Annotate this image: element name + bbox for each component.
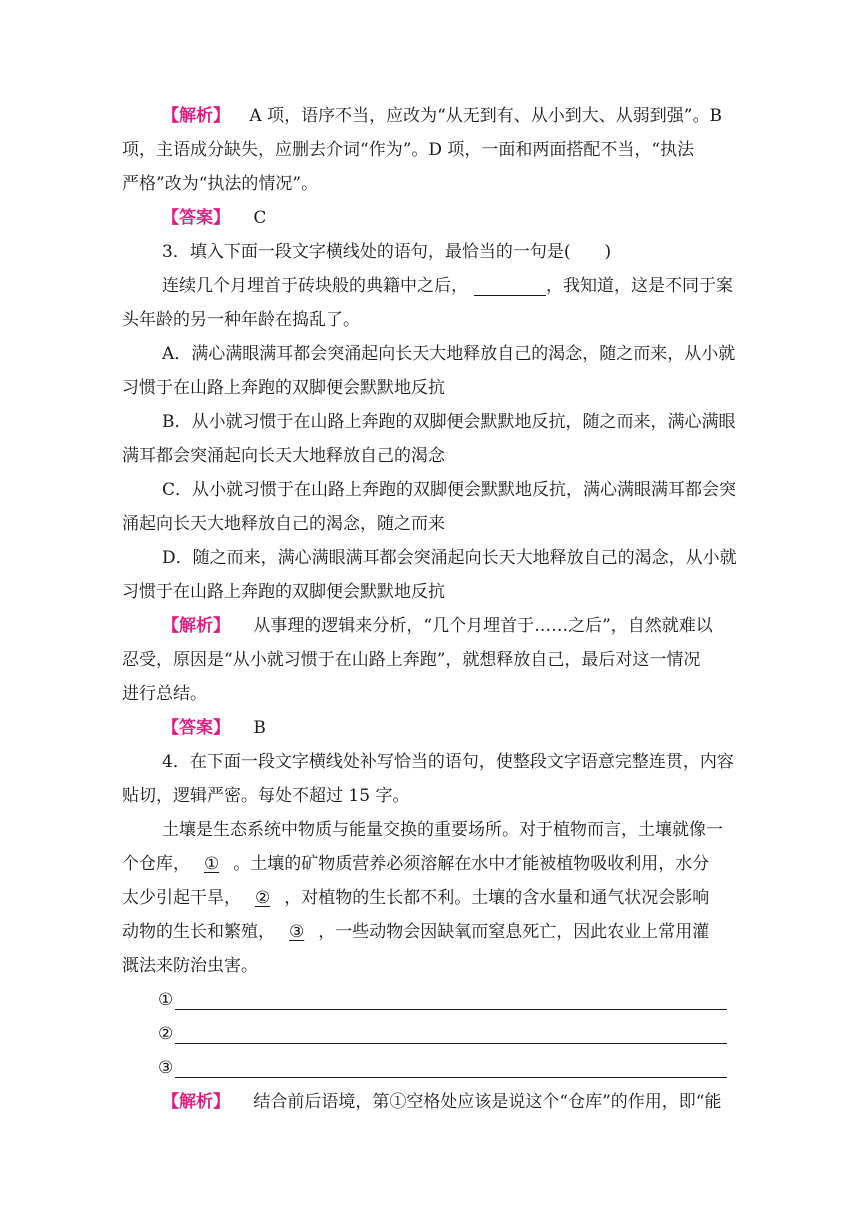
passage-text: ，我知道，这是不同于案: [546, 276, 733, 296]
q3-option-d-line1: D．随之而来，满心满眼满耳都会突涌起向长天大地释放自己的渴念，从小就: [162, 548, 737, 568]
q2-analysis-line1: [162, 106, 742, 126]
q3-analysis-line1: [162, 616, 860, 636]
fill-blank-1[interactable]: ①: [204, 854, 220, 874]
answer-line-label: ①: [158, 990, 174, 1010]
q3-analysis-line3: 进行总结。: [122, 684, 207, 704]
answer-tag: 【答案】: [162, 718, 230, 738]
q2-analysis-line2: 项，主语成分缺失，应删去介词“作为”。D 项，一面和两面搭配不当，“执法: [122, 140, 695, 160]
q3-passage-line2: 头年龄的另一种年龄在捣乱了。: [122, 310, 360, 330]
fill-blank-3[interactable]: ③: [289, 922, 305, 942]
analysis-text: A 项，语序不当，应改为“从无到有、从小到大、从弱到强”。B: [249, 106, 722, 126]
q3-stem: 3．填入下面一段文字横线处的语句，最恰当的一句是( ): [162, 242, 612, 262]
q3-option-a-line1: A．满心满眼满耳都会突涌起向长天大地释放自己的渴念，随之而来，从小就: [162, 344, 736, 364]
passage-text: 。土壤的矿物质营养必须溶解在水中才能被植物吸收利用，水分: [233, 854, 710, 874]
q2-analysis-line3: 严格”改为“执法的情况”。: [122, 174, 319, 194]
q4-stem-line2: 贴切，逻辑严密。每处不超过 15 字。: [122, 786, 410, 806]
passage-text: 太少引起干旱，: [122, 888, 241, 908]
answer-line-label: ③: [158, 1058, 174, 1078]
q4-analysis-line1: [162, 1092, 860, 1112]
q4-passage-line2: [122, 854, 860, 874]
q4-passage-line1: 土壤是生态系统中物质与能量交换的重要场所。对于植物而言，土壤就像一: [162, 820, 723, 840]
q4-stem-line1: 4．在下面一段文字横线处补写恰当的语句，使整段文字语意完整连贯，内容: [162, 752, 734, 772]
q2-answer: [162, 208, 860, 228]
answer-line-2: [158, 1024, 860, 1044]
q4-passage-line3: [122, 888, 860, 908]
answer-line-3: [158, 1058, 860, 1078]
q3-analysis-line2: 忍受，原因是“从小就习惯于在山路上奔跑”，就想释放自己，最后对这一情况: [122, 650, 701, 670]
passage-text: 动物的生长和繁殖，: [122, 922, 275, 942]
answer-input-line[interactable]: [175, 1059, 727, 1078]
passage-text: 个仓库，: [122, 854, 190, 874]
analysis-tag: 【解析】: [162, 106, 230, 126]
analysis-tag: 【解析】: [162, 1092, 230, 1112]
passage-text: ，对植物的生长都不利。土壤的含水量和通气状况会影响: [284, 888, 710, 908]
q3-option-c-line2: 涌起向长天大地释放自己的渴念，随之而来: [122, 514, 445, 534]
answer-input-line[interactable]: [175, 1025, 727, 1044]
answer-value: B: [253, 718, 266, 738]
answer-line-label: ②: [158, 1024, 174, 1044]
answer-value: C: [253, 208, 267, 228]
q3-option-a-line2: 习惯于在山路上奔跑的双脚便会默默地反抗: [122, 378, 445, 398]
q4-passage-line5: 溉法来防治虫害。: [122, 956, 258, 976]
q3-option-b-line1: B．从小就习惯于在山路上奔跑的双脚便会默默地反抗，随之而来，满心满眼: [162, 412, 736, 432]
fill-blank-2[interactable]: ②: [255, 888, 271, 908]
passage-text: 连续几个月埋首于砖块般的典籍中之后，: [162, 276, 468, 296]
passage-text: ，一些动物会因缺氧而窒息死亡，因此农业上常用灌: [318, 922, 710, 942]
answer-tag: 【答案】: [162, 208, 230, 228]
answer-line-1: [158, 990, 860, 1010]
q3-option-d-line2: 习惯于在山路上奔跑的双脚便会默默地反抗: [122, 582, 445, 602]
q3-passage-line1: [162, 276, 860, 296]
q3-option-c-line1: C．从小就习惯于在山路上奔跑的双脚便会默默地反抗，满心满眼满耳都会突: [162, 480, 737, 500]
fill-blank[interactable]: [474, 279, 546, 296]
q3-answer: [162, 718, 860, 738]
q4-passage-line4: [122, 922, 860, 942]
q3-option-b-line2: 满耳都会突涌起向长天大地释放自己的渴念: [122, 446, 445, 466]
analysis-tag: 【解析】: [162, 616, 230, 636]
answer-input-line[interactable]: [175, 991, 727, 1010]
analysis-text: 从事理的逻辑来分析，“几个月埋首于……之后”，自然就难以: [253, 616, 713, 636]
analysis-text: 结合前后语境，第①空格处应该是说这个“仓库”的作用，即“能: [253, 1092, 722, 1112]
